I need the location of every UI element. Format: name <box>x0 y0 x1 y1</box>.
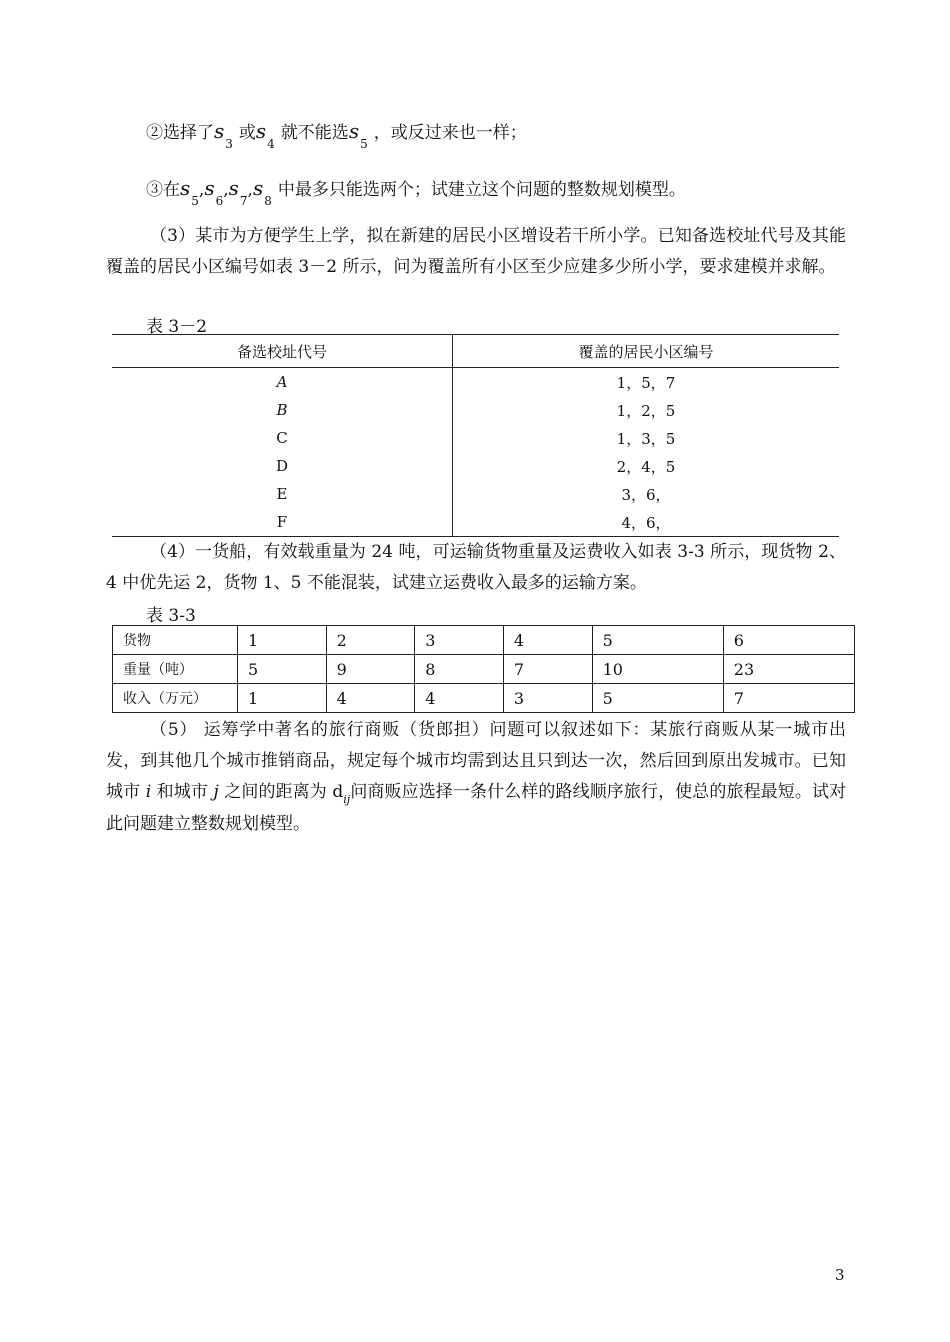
table-cell: 7 <box>503 655 592 684</box>
table-cell: 5 <box>238 655 327 684</box>
table-cell: 1 <box>238 626 327 655</box>
row-label: 货物 <box>113 626 238 655</box>
header-site-code: 备选校址代号 <box>112 335 453 368</box>
table-row <box>112 480 839 508</box>
header-covered-districts: 覆盖的居民小区编号 <box>453 335 840 368</box>
table-row <box>112 396 839 424</box>
income-row <box>113 684 855 713</box>
table-cell: 9 <box>326 655 415 684</box>
table-cell: 10 <box>592 655 723 684</box>
covered-districts-cell: 3，6， <box>621 485 671 504</box>
row-label: 重量（吨） <box>113 655 238 684</box>
problem-4-paragraph: （4）一货船，有效载重量为 24 吨，可运输货物重量及运费收入如表 3-3 所示，现货物 2、4 中优先运 2，货物 1、5 不能混装，试建立运费收入最多的运输方案。 <box>106 542 846 593</box>
goods-row <box>113 626 855 655</box>
site-code-cell: F <box>112 508 453 537</box>
table-cell: 6 <box>723 626 854 655</box>
constraint-3-line: ③在$s_5,s_6,s_7,s_8$中最多只能选两个；试建立这个问题的整数规划模型。 <box>146 176 686 208</box>
problem-5-paragraph: （5） 运筹学中著名的旅行商贩（货郎担）问题可以叙述如下：某旅行商贩从某一城市出发，到其他几个城市推销商品，规定每个城市均需到达且只到达一次，然后回到原出发城市。已知城市 i 和城市 j 之间的距离为 $d_{ij}$问商贩应选择一条什么样的路线顺序旅行，使总的旅程最短。试对此问题建立整数规划模型。 <box>106 720 847 834</box>
table-cell: 5 <box>592 626 723 655</box>
constraint-2-line: ②选择了$s_3$或$s_4$就不能选$s_5$，或反过来也一样； <box>146 119 527 151</box>
table-cell: 4 <box>415 684 504 713</box>
table-3-3-caption: 表 3-3 <box>146 606 196 626</box>
row-label: 收入（万元） <box>113 684 238 713</box>
table-cell: 1 <box>238 684 327 713</box>
covered-districts-cell: 1，2，5 <box>616 401 676 420</box>
table-row <box>112 452 839 480</box>
weight-row <box>113 655 855 684</box>
covered-districts-cell: 1，3，5 <box>616 429 676 448</box>
table-row <box>112 368 839 397</box>
table-3-2 <box>112 334 839 537</box>
table-row <box>112 424 839 452</box>
problem-3-paragraph: （3）某市为方便学生上学，拟在新建的居民小区增设若干所小学。已知备选校址代号及其能覆盖的居民小区编号如表 3－2 所示，问为覆盖所有小区至少应建多少所小学，要求建模并求解。 <box>106 226 846 277</box>
table-3-2-caption: 表 3－2 <box>146 317 208 337</box>
table-cell: 5 <box>592 684 723 713</box>
table-cell: 4 <box>326 684 415 713</box>
site-code-cell: D <box>112 452 453 480</box>
table-cell: 4 <box>503 626 592 655</box>
table-cell: 2 <box>326 626 415 655</box>
site-code-cell: C <box>112 424 453 452</box>
covered-districts-cell: 4，6， <box>453 508 840 537</box>
site-code-cell: B <box>112 396 453 424</box>
site-code-cell: A <box>112 368 453 397</box>
page-number: 3 <box>835 1266 845 1284</box>
table-row <box>112 508 839 537</box>
table-cell: 23 <box>723 655 854 684</box>
table-cell: 8 <box>415 655 504 684</box>
table-header-row <box>112 335 839 368</box>
site-code-cell: E <box>112 480 453 508</box>
covered-districts-cell: 1，5，7 <box>616 373 676 392</box>
table-cell: 7 <box>723 684 854 713</box>
table-cell: 3 <box>415 626 504 655</box>
table-cell: 3 <box>503 684 592 713</box>
covered-districts-cell: 2，4，5 <box>616 457 676 476</box>
table-3-3 <box>112 625 855 713</box>
